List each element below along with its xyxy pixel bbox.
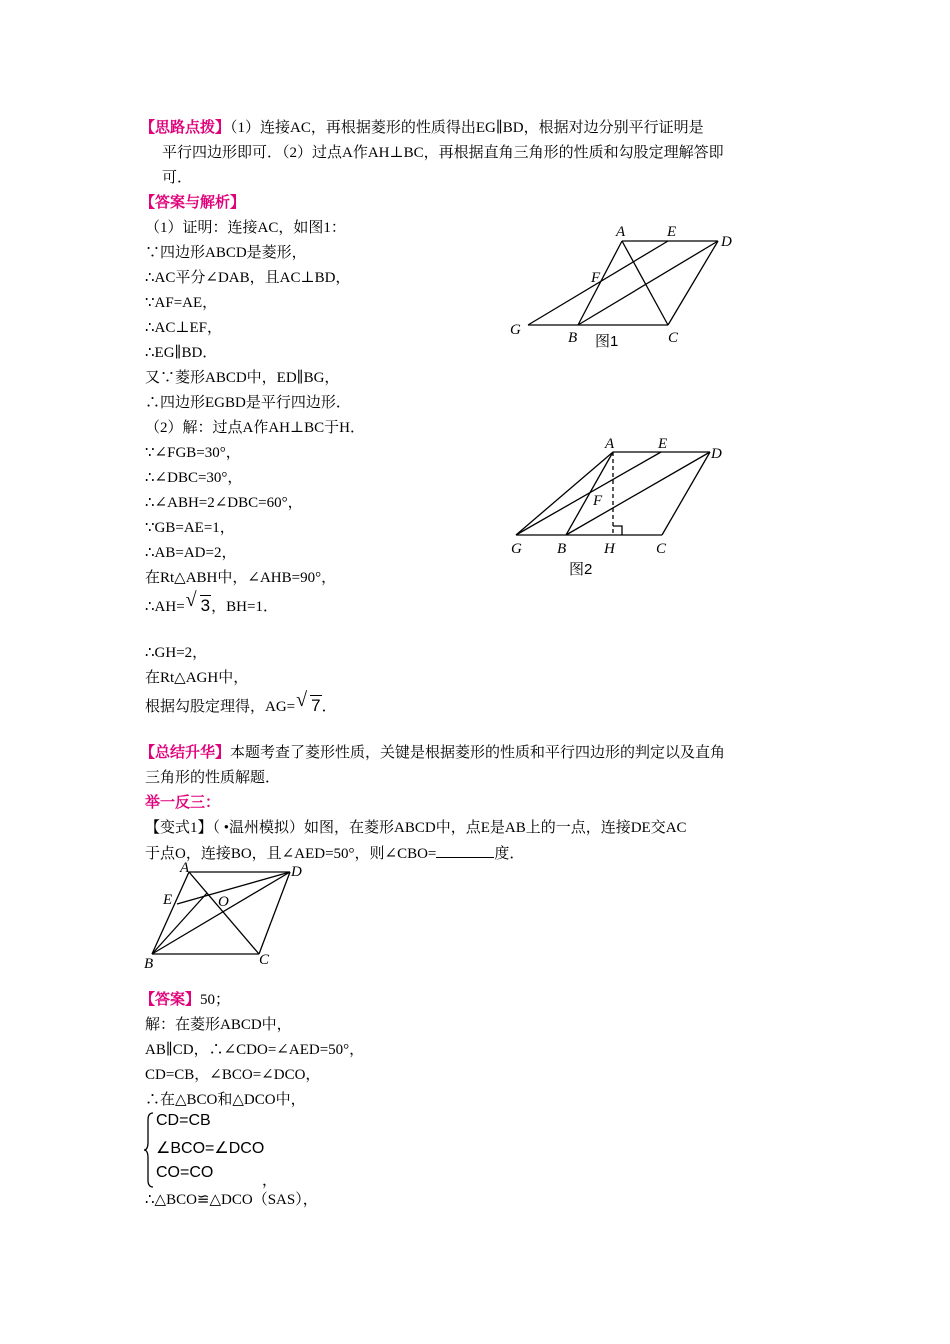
system-eq-3: CO=CO — [156, 1164, 214, 1181]
fig1-label-g: G — [510, 322, 521, 338]
analysis-line-10: ∴∠DBC=30°， — [145, 470, 243, 486]
sqrt-3-radicand: 3 — [200, 596, 211, 615]
sqrt-7: √ 7 — [296, 689, 321, 715]
fig1-line-ac — [622, 241, 668, 325]
fig2-label-a: A — [605, 436, 615, 452]
analysis-line-8: （2）解：过点A作AH⊥BC于H． — [145, 420, 365, 436]
fig2-label-h: H — [604, 541, 615, 557]
answer-conclusion: ∴△BCO≌△DCO（SAS）， — [145, 1192, 318, 1208]
fig2-right-angle-mark — [613, 526, 622, 535]
analysis-tag: 【答案与解析】 — [140, 195, 246, 211]
sqrt-7-radicand: 7 — [311, 696, 321, 715]
answer-line-2: CD=CB，∠BCO=∠DCO， — [145, 1067, 321, 1083]
fig3-line-ab — [152, 872, 189, 954]
hint-line-2: 平行四边形即可．（2）过点A作AH⊥BC，再根据直角三角形的性质和勾股定理解答即 — [162, 145, 724, 161]
variant-line-1 — [145, 818, 687, 838]
fig1-label-a: A — [616, 224, 626, 240]
fig3-line-bd — [152, 872, 290, 954]
fig2-label-d: D — [711, 446, 722, 462]
fig1-label-f: F — [591, 270, 601, 286]
answer-line-1: AB∥CD，∴∠CDO=∠AED=50°， — [145, 1042, 365, 1058]
system-eq-2: ∠BCO=∠DCO — [156, 1140, 265, 1157]
fig1-label-e: E — [667, 224, 677, 240]
fig1-label-b: B — [568, 330, 578, 346]
answer-value: 50； — [200, 992, 231, 1008]
hint-line-3: 可． — [162, 170, 193, 186]
fig3-label-c: C — [259, 952, 270, 968]
analysis-line-11: ∴∠ABH=2∠DBC=60°， — [145, 495, 303, 511]
hint-text-1: （1）连接AC，再根据菱形的性质得出EG∥BD，根据对边分别平行证明是 — [230, 120, 704, 136]
analysis-line-7: ∴四边形EGBD是平行四边形． — [145, 395, 351, 411]
fig2-label-c: C — [656, 541, 667, 557]
fig1-caption: 图1 — [595, 333, 619, 350]
analysis-line-3: ∵AF=AE， — [145, 295, 218, 311]
fig1-line-dc — [668, 241, 718, 325]
fig3-label-e: E — [163, 892, 173, 908]
fig3-label-o: O — [218, 894, 229, 910]
analysis-line-2: ∴AC平分∠DAB，且AC⊥BD， — [145, 270, 351, 286]
fig1-label-d: D — [721, 234, 732, 250]
analysis-line-1: ∵四边形ABCD是菱形， — [145, 245, 307, 261]
fig2-line-dc — [662, 452, 710, 535]
variant-text-2-post: 度． — [494, 846, 525, 862]
analysis-line-13: ∴AB=AD=2， — [145, 545, 237, 561]
ah-line — [145, 589, 278, 617]
summary-tag: 【总结升华】 — [140, 745, 231, 761]
fig3-label-b: B — [144, 956, 154, 972]
system-brace — [144, 1112, 154, 1188]
answer-blank — [436, 843, 494, 858]
analysis-line-0: （1）证明：连接AC，如图1： — [145, 220, 346, 236]
ah-post: ，BH=1． — [211, 599, 278, 615]
practice-tag: 举一反三： — [145, 795, 221, 811]
ag-pre: 根据勾股定理得，AG= — [145, 699, 296, 715]
hint-tag: 【思路点拨】 — [140, 120, 231, 136]
ag-post: ． — [321, 699, 337, 715]
ag-line — [145, 689, 337, 717]
figure-3 — [140, 860, 320, 975]
ah-pre: ∴AH= — [145, 599, 185, 615]
analysis-line-6: 又∵菱形ABCD中，ED∥BG， — [145, 370, 340, 386]
system-eq-1: CD=CB — [156, 1112, 211, 1129]
answer-tag: 【答案】 — [140, 992, 201, 1008]
fig2-label-g: G — [511, 541, 522, 557]
fig3-line-bo — [152, 893, 207, 954]
analysis-line-12: ∵GB=AE=1， — [145, 520, 235, 536]
summary-text-1: 本题考查了菱形性质，关键是根据菱形的性质和平行四边形的判定以及直角 — [230, 745, 726, 761]
system-comma: ， — [262, 1173, 278, 1189]
analysis-line-9: ∵∠FGB=30°， — [145, 445, 241, 461]
fig2-label-e: E — [658, 436, 668, 452]
variant-text-1: （ •温州模拟）如图，在菱形ABCD中，点E是AB上的一点，连接DE交AC — [212, 820, 687, 836]
fig3-label-d: D — [291, 864, 302, 880]
variant-label: 【变式1】 — [145, 820, 213, 836]
fig1-label-c: C — [668, 330, 679, 346]
answer-line-3: ∴在△BCO和△DCO中， — [145, 1092, 306, 1108]
summary-line-1 — [140, 743, 725, 763]
variant-text-2: 于点O，连接BO，且∠AED=50°，则∠CBO= — [145, 846, 437, 862]
fig3-label-a: A — [180, 860, 190, 876]
figure-2 — [505, 430, 745, 580]
analysis-line-4: ∴AC⊥EF， — [145, 320, 222, 336]
analysis-line-14: 在Rt△ABH中，∠AHB=90°， — [145, 570, 337, 586]
hint-line-1 — [140, 118, 704, 138]
sqrt-3: √ 3 — [185, 589, 211, 615]
figure-1 — [505, 222, 745, 357]
gh-line: ∴GH=2， — [145, 645, 208, 661]
fig2-caption: 图2 — [569, 561, 593, 578]
fig2-label-f: F — [593, 493, 603, 509]
fig3-line-dc — [259, 872, 290, 954]
summary-line-2: 三角形的性质解题． — [145, 770, 281, 786]
analysis-line-5: ∴EG∥BD． — [145, 345, 218, 361]
fig2-label-b: B — [557, 541, 567, 557]
answer-line — [140, 990, 230, 1010]
agh-line: 在Rt△AGH中， — [145, 670, 249, 686]
answer-line-0: 解：在菱形ABCD中， — [145, 1017, 292, 1033]
